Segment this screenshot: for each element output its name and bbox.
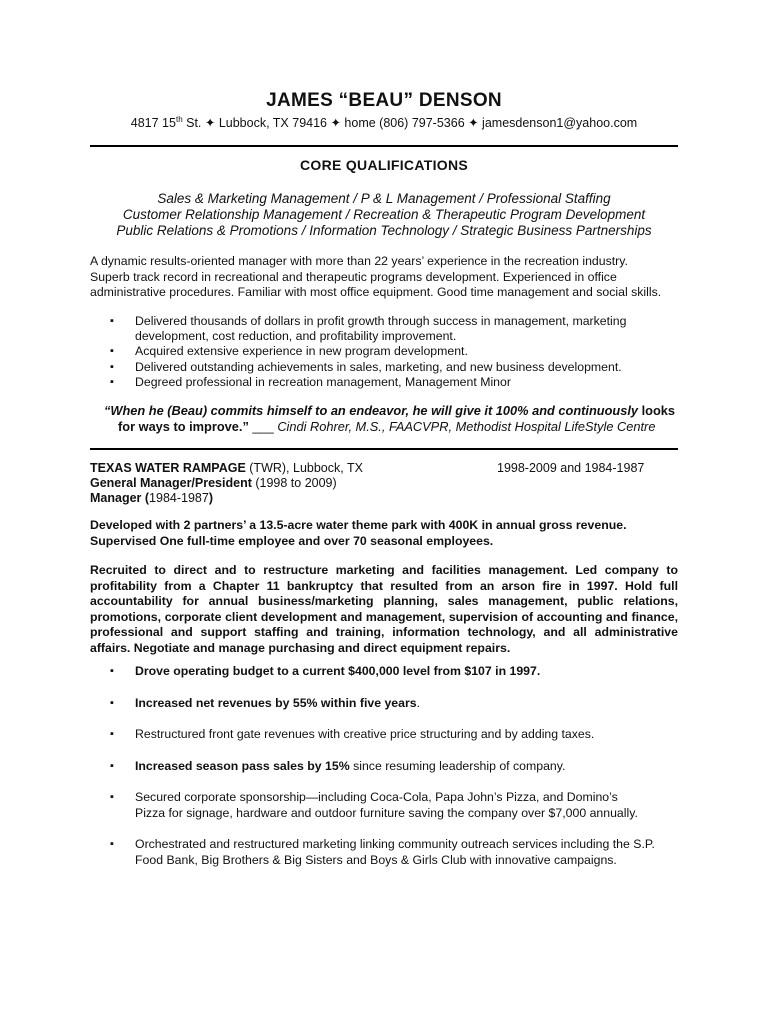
qualification-line: Customer Relationship Management / Recreation & Therapeutic Program Development [122,207,646,222]
list-item: ▪ Acquired extensive experience in new program development. [90,344,650,359]
candidate-name: JAMES “BEAU” DENSON [266,90,502,111]
contact-line [0,115,768,130]
list-item: ▪ Increased season pass sales by 15% since resuming leadership of company. [90,759,678,775]
list-item: ▪ Degreed professional in recreation management, Management Minor [90,375,650,390]
list-item: ▪ Secured corporate sponsorship—including Coca-Cola, Papa John’s Pizza, and Domino’s Pizza for signage, hardware and outdoor furniture saving the company over $7,000 annually. [90,790,678,821]
job-title: Manager ( [90,491,150,505]
list-item: ▪ Drove operating budget to a current $400,000 level from $107 in 1997. [90,664,678,680]
quote-separator: ___ [248,419,278,434]
qualification-line: Sales & Marketing Management / P & L Management / Professional Staffing [157,191,611,206]
job-title-dates: (1998 to 2009) [251,476,337,490]
job-title-close: ) [208,491,213,505]
list-item: ▪ Increased net revenues by 55% within five years. [90,696,678,712]
address-rest: St. ✦ Lubbock, TX 79416 ✦ home (806) 797-5366 ✦ jamesdenson1@yahoo.com [182,116,638,131]
achievement-list [90,664,678,868]
job-intro-line: Supervised One full-time employee and over 70 seasonal employees. [90,533,494,548]
quote-text: for ways to improve.” [118,419,249,434]
quote-text-tail: looks [638,403,676,418]
quote-attribution: Cindi Rohrer, M.S., FAACVPR, Methodist Hospital LifeStyle Centre [277,419,656,434]
company-name: TEXAS WATER RAMPAGE [90,461,246,475]
list-item: ▪ Delivered outstanding achievements in sales, marketing, and new business development. [90,360,650,375]
quote-text: “When he (Beau) commits himself to an endeavor, he will give it 100% and continuously [104,403,639,418]
job-description: Recruited to direct and to restructure marketing and facilities management. Led company to profitability from a Chapter 11 bankruptcy that resulted from an arson fire in 1997. Hold full accountability for annual business/marketing planning, sales management, public relations, promotions, corporate client development and management, supervision of accounting and finance, professional and support staffing and training, information technology, and all administrative affairs. Negotiate and manage purchasing and direct equipment repairs. [90,563,678,655]
header-divider [90,145,678,147]
company-location: (TWR), Lubbock, TX [245,461,363,475]
summary-line: administrative procedures. Familiar with most office equipment. Good time management and social skills. [90,285,662,299]
job-intro-line: Developed with 2 partners’ a 13.5-acre water theme park with 400K in annual gross revenue. [90,518,627,532]
job-title-dates: 1984-1987 [149,491,209,505]
list-item: ▪ Restructured front gate revenues with creative price structuring and by adding taxes. [90,727,678,743]
list-item: ▪ Orchestrated and restructured marketing linking community outreach services including the S.P. Food Bank, Big Brothers & Big Sisters and Boys & Girls Club with innovative campaigns. [90,837,678,868]
address-number: 4817 15 [130,116,176,131]
core-qualifications-title: CORE QUALIFICATIONS [300,157,468,173]
address-suffix: th [175,115,183,124]
job-intro [90,518,690,549]
job-header [90,461,650,506]
summary-line: Superb track record in recreational and therapeutic programs development. Experienced in office [90,269,617,284]
section-divider [90,448,678,450]
testimonial-quote [104,403,684,435]
list-item: ▪ Delivered thousands of dollars in profit growth through success in management, marketing development, cost reduction, and profitability improvement. [90,314,650,344]
job-dates: 1998-2009 and 1984-1987 [497,461,645,475]
core-bullet-list [90,314,650,390]
qualification-line: Public Relations & Promotions / Information Technology / Strategic Business Partnerships [116,223,652,238]
summary-paragraph [90,254,690,301]
summary-line: A dynamic results-oriented manager with more than 22 years’ experience in the recreation industry. [90,254,628,268]
job-title: General Manager/President [90,476,252,490]
